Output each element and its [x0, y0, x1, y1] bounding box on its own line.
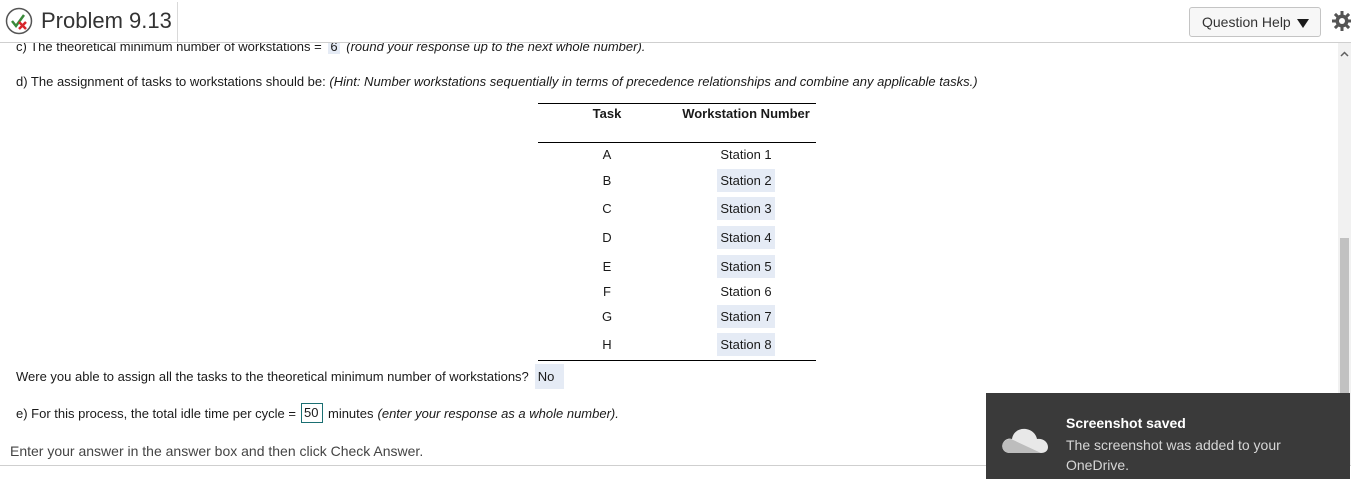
- question-help-button[interactable]: [1189, 7, 1321, 37]
- table-row: [538, 143, 816, 167]
- min-workstations-answer[interactable]: 6: [328, 43, 339, 54]
- task-cell: C: [602, 201, 612, 216]
- station-answer[interactable]: Station 3: [717, 197, 774, 220]
- task-cell: D: [602, 230, 612, 245]
- station-answer[interactable]: Station 2: [717, 169, 774, 192]
- title-divider: [177, 2, 178, 42]
- table-row: [538, 223, 816, 252]
- task-cell: A: [602, 147, 612, 162]
- assign-question-line: [16, 364, 564, 389]
- table-row: [538, 166, 816, 194]
- station-answer[interactable]: Station 7: [717, 305, 774, 328]
- station-answer: Station 1: [720, 147, 772, 162]
- instruction-text: Enter your answer in the answer box and then click Check Answer.: [10, 443, 424, 459]
- part-c-line: [16, 43, 645, 54]
- assign-question-text: Were you able to assign all the tasks to the theoretical minimum number of workstations?: [16, 369, 529, 384]
- problem-status-icon: [5, 7, 33, 35]
- scrollbar-thumb[interactable]: [1340, 238, 1349, 396]
- part-c-text: c) The theoretical minimum number of workstations =: [16, 43, 322, 54]
- toast-message: The screenshot was added to your OneDrive.: [1066, 437, 1281, 473]
- station-answer: Station 6: [720, 284, 772, 299]
- part-d-hint: (Hint: Number workstations sequentially in terms of precedence relationships and combine any applicable tasks.): [329, 74, 978, 89]
- task-cell: G: [601, 309, 613, 324]
- task-column-header: Task: [538, 104, 676, 143]
- table-row: [538, 303, 816, 330]
- part-d-text: d) The assignment of tasks to workstations should be:: [16, 74, 326, 89]
- station-column-header: Workstation Number: [676, 104, 816, 143]
- station-cell: [676, 330, 816, 360]
- assign-answer[interactable]: No: [535, 364, 565, 389]
- part-e-text: e) For this process, the total idle time per cycle =: [16, 405, 296, 421]
- scroll-up-icon[interactable]: [1338, 49, 1351, 59]
- table-row: [538, 280, 816, 303]
- station-cell: [676, 143, 816, 167]
- idle-time-input[interactable]: 50: [301, 403, 323, 423]
- station-cell: [676, 280, 816, 303]
- station-cell: [676, 252, 816, 280]
- station-cell: [676, 223, 816, 252]
- station-answer[interactable]: Station 4: [717, 226, 774, 249]
- table-row: [538, 330, 816, 360]
- part-e-unit: minutes: [327, 405, 374, 421]
- toast-title: Screenshot saved: [1066, 415, 1186, 431]
- station-answer[interactable]: Station 8: [717, 333, 774, 356]
- part-d-line: [16, 74, 978, 89]
- station-cell: [676, 194, 816, 223]
- task-assignment-table: [538, 103, 816, 361]
- station-cell: [676, 166, 816, 194]
- task-cell: B: [602, 172, 612, 188]
- part-c-hint: (round your response up to the next whole number).: [346, 43, 646, 54]
- task-cell: E: [602, 258, 612, 274]
- screenshot-toast[interactable]: [986, 393, 1350, 479]
- part-e-hint: (enter your response as a whole number).: [377, 405, 619, 421]
- gear-icon[interactable]: [1332, 11, 1351, 31]
- question-help-label: Question Help: [1202, 14, 1291, 30]
- header-bar: [0, 0, 1351, 43]
- caret-down-icon: [1297, 19, 1309, 28]
- page-title: Problem 9.13: [41, 8, 172, 33]
- table-row: [538, 252, 816, 280]
- cloud-icon: [1000, 425, 1050, 455]
- part-e-line: [16, 403, 619, 423]
- task-cell: H: [538, 330, 676, 360]
- station-answer[interactable]: Station 5: [717, 255, 774, 278]
- task-cell: F: [603, 284, 611, 299]
- table-row: [538, 194, 816, 223]
- station-cell: [676, 303, 816, 330]
